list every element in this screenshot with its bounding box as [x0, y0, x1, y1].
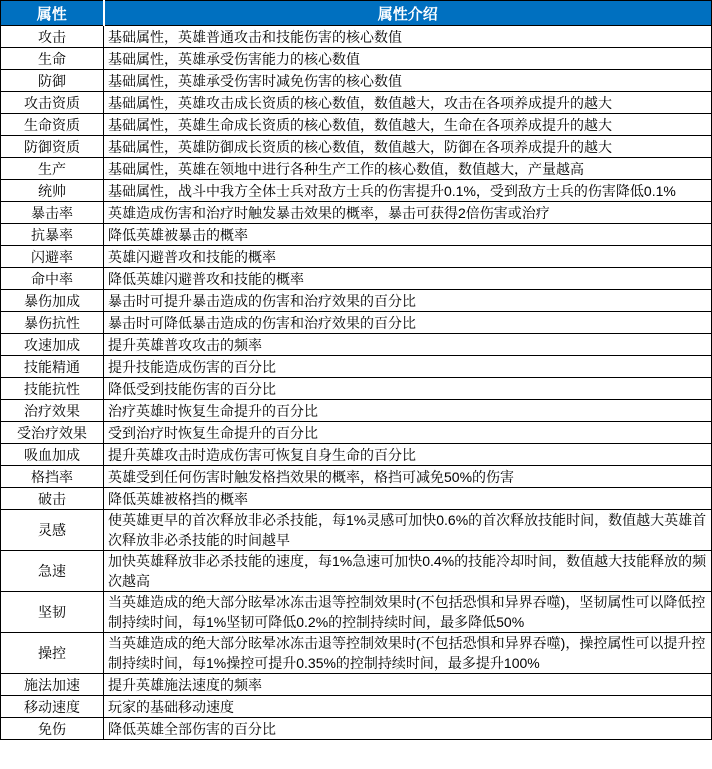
- attribute-description-cell: 基础属性，英雄普通攻击和技能伤害的核心数值: [104, 26, 712, 48]
- table-row: [1, 696, 712, 718]
- attribute-description-cell: 降低英雄被格挡的概率: [104, 488, 712, 510]
- table-row: [1, 633, 712, 674]
- attribute-description-cell: 加快英雄释放非必杀技能的速度，每1%急速可加快0.4%的技能冷却时间，数值越大技能释放的频次越高: [104, 551, 712, 592]
- attribute-name-cell: 防御: [1, 70, 104, 92]
- table-row: [1, 48, 712, 70]
- table-row: [1, 136, 712, 158]
- attribute-name-cell: 生命资质: [1, 114, 104, 136]
- attribute-description-cell: 英雄受到任何伤害时触发格挡效果的概率，格挡可减免50%的伤害: [104, 466, 712, 488]
- attribute-description-cell: 暴击时可提升暴击造成的伤害和治疗效果的百分比: [104, 290, 712, 312]
- table-row: [1, 312, 712, 334]
- attribute-name-cell: 格挡率: [1, 466, 104, 488]
- table-row: [1, 400, 712, 422]
- attribute-description-cell: 当英雄造成的绝大部分眩晕冰冻击退等控制效果时(不包括恐惧和异界吞噬)，操控属性可以提升控制持续时间，每1%操控可提升0.35%的控制持续时间，最多提升100%: [104, 633, 712, 674]
- attribute-name-cell: 生产: [1, 158, 104, 180]
- table-row: [1, 114, 712, 136]
- table-row: [1, 334, 712, 356]
- attribute-name-cell: 吸血加成: [1, 444, 104, 466]
- attribute-description-cell: 玩家的基础移动速度: [104, 696, 712, 718]
- attribute-name-cell: 免伤: [1, 718, 104, 740]
- attribute-name-cell: 破击: [1, 488, 104, 510]
- table-row: [1, 466, 712, 488]
- attribute-table-header: [1, 1, 712, 26]
- attribute-description-cell: 基础属性，英雄承受伤害能力的核心数值: [104, 48, 712, 70]
- attribute-name-cell: 移动速度: [1, 696, 104, 718]
- attribute-description-cell: 使英雄更早的首次释放非必杀技能，每1%灵感可加快0.6%的首次释放技能时间，数值越大英雄首次释放非必杀技能的时间越早: [104, 510, 712, 551]
- attribute-name-cell: 技能精通: [1, 356, 104, 378]
- attribute-name-cell: 治疗效果: [1, 400, 104, 422]
- attribute-description-cell: 基础属性，英雄生命成长资质的核心数值，数值越大，生命在各项养成提升的越大: [104, 114, 712, 136]
- table-row: [1, 592, 712, 633]
- attribute-description-cell: 暴击时可降低暴击造成的伤害和治疗效果的百分比: [104, 312, 712, 334]
- table-row: [1, 268, 712, 290]
- header-cell-attribute: 属性: [1, 1, 104, 26]
- attribute-description-cell: 降低受到技能伤害的百分比: [104, 378, 712, 400]
- attribute-description-cell: 降低英雄闪避普攻和技能的概率: [104, 268, 712, 290]
- attribute-name-cell: 生命: [1, 48, 104, 70]
- attribute-description-cell: 提升英雄普攻攻击的频率: [104, 334, 712, 356]
- attribute-name-cell: 暴伤加成: [1, 290, 104, 312]
- attribute-name-cell: 命中率: [1, 268, 104, 290]
- attribute-description-cell: 基础属性，战斗中我方全体士兵对敌方士兵的伤害提升0.1%，受到敌方士兵的伤害降低0.1%: [104, 180, 712, 202]
- attribute-description-cell: 治疗英雄时恢复生命提升的百分比: [104, 400, 712, 422]
- attribute-name-cell: 抗暴率: [1, 224, 104, 246]
- attribute-description-cell: 降低英雄全部伤害的百分比: [104, 718, 712, 740]
- attribute-name-cell: 统帅: [1, 180, 104, 202]
- attribute-name-cell: 闪避率: [1, 246, 104, 268]
- table-row: [1, 246, 712, 268]
- table-row: [1, 290, 712, 312]
- attribute-description-cell: 提升技能造成伤害的百分比: [104, 356, 712, 378]
- attribute-name-cell: 暴伤抗性: [1, 312, 104, 334]
- table-row: [1, 444, 712, 466]
- attribute-description-cell: 基础属性，英雄承受伤害时减免伤害的核心数值: [104, 70, 712, 92]
- header-cell-description: 属性介绍: [104, 1, 712, 26]
- attribute-name-cell: 防御资质: [1, 136, 104, 158]
- table-row: [1, 224, 712, 246]
- table-row: [1, 356, 712, 378]
- attribute-name-cell: 攻击资质: [1, 92, 104, 114]
- attribute-name-cell: 技能抗性: [1, 378, 104, 400]
- attribute-description-cell: 英雄造成伤害和治疗时触发暴击效果的概率，暴击可获得2倍伤害或治疗: [104, 202, 712, 224]
- table-row: [1, 70, 712, 92]
- table-row: [1, 510, 712, 551]
- attribute-name-cell: 操控: [1, 633, 104, 674]
- attribute-description-cell: 基础属性，英雄防御成长资质的核心数值，数值越大，防御在各项养成提升的越大: [104, 136, 712, 158]
- table-row: [1, 718, 712, 740]
- table-row: [1, 674, 712, 696]
- table-row: [1, 180, 712, 202]
- table-row: [1, 378, 712, 400]
- attribute-description-cell: 降低英雄被暴击的概率: [104, 224, 712, 246]
- attribute-name-cell: 坚韧: [1, 592, 104, 633]
- attribute-description-cell: 基础属性，英雄在领地中进行各种生产工作的核心数值，数值越大，产量越高: [104, 158, 712, 180]
- attribute-description-cell: 当英雄造成的绝大部分眩晕冰冻击退等控制效果时(不包括恐惧和异界吞噬)，坚韧属性可以降低控制持续时间，每1%坚韧可降低0.2%的控制持续时间，最多降低50%: [104, 592, 712, 633]
- table-row: [1, 488, 712, 510]
- table-row: [1, 92, 712, 114]
- attribute-description-cell: 英雄闪避普攻和技能的概率: [104, 246, 712, 268]
- attribute-description-cell: 受到治疗时恢复生命提升的百分比: [104, 422, 712, 444]
- table-row: [1, 158, 712, 180]
- attribute-name-cell: 暴击率: [1, 202, 104, 224]
- table-row: [1, 202, 712, 224]
- table-row: [1, 551, 712, 592]
- attribute-description-cell: 提升英雄施法速度的频率: [104, 674, 712, 696]
- attribute-name-cell: 攻击: [1, 26, 104, 48]
- attribute-name-cell: 施法加速: [1, 674, 104, 696]
- attribute-name-cell: 攻速加成: [1, 334, 104, 356]
- attribute-name-cell: 急速: [1, 551, 104, 592]
- attribute-name-cell: 灵感: [1, 510, 104, 551]
- attribute-description-cell: 提升英雄攻击时造成伤害可恢复自身生命的百分比: [104, 444, 712, 466]
- table-row: [1, 26, 712, 48]
- header-row: [1, 1, 712, 26]
- table-row: [1, 422, 712, 444]
- attribute-name-cell: 受治疗效果: [1, 422, 104, 444]
- attribute-table-body: [1, 26, 712, 740]
- attribute-description-cell: 基础属性，英雄攻击成长资质的核心数值，数值越大，攻击在各项养成提升的越大: [104, 92, 712, 114]
